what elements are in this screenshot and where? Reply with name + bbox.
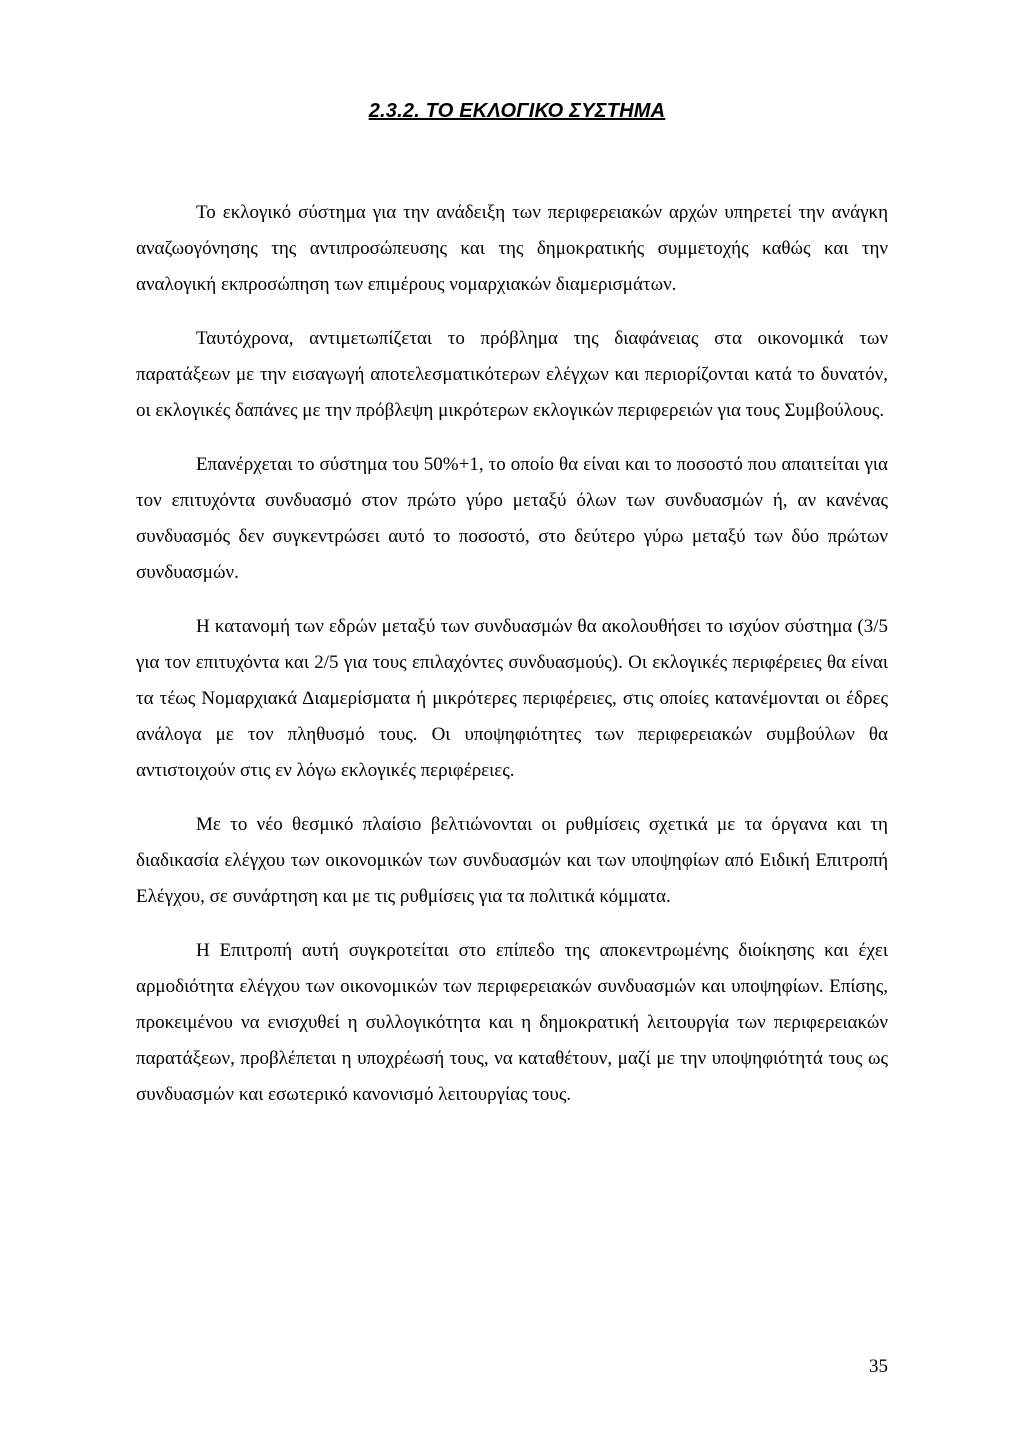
paragraph: Η κατανομή των εδρών μεταξύ των συνδυασμών θα ακολουθήσει το ισχύον σύστημα (3/5 για τον επιτυχόντα και 2/5 για τους επιλαχόντες συνδυασμούς). Οι εκλογικές περιφέρειες θα είναι τα τέως Νομαρχιακά Διαμερίσματα ή μικρότερες περιφέρειες, στις οποίες κατανέμονται οι έδρες ανάλογα με τον πληθυσμό τους. Οι υποψηφιότητες των περιφερειακών συμβούλων θα αντιστοιχούν στις εν λόγω εκλογικές περιφέρειες.: [136, 616, 888, 781]
paragraph: Το εκλογικό σύστημα για την ανάδειξη των περιφερειακών αρχών υπηρετεί την ανάγκη αναζωογόνησης της αντιπροσώπευσης και της δημοκρατικής συμμετοχής καθώς και την αναλογική εκπροσώπηση των επιμέρους νομαρχιακών διαμερισμάτων.: [136, 202, 888, 295]
page-content: [136, 100, 888, 1131]
paragraph: Επανέρχεται το σύστημα του 50%+1, το οποίο θα είναι και το ποσοστό που απαιτείται για τον επιτυχόντα συνδυασμό στον πρώτο γύρο μεταξύ όλων των συνδυασμών ή, αν κανένας συνδυασμός δεν συγκεντρώσει αυτό το ποσοστό, στο δεύτερο γύρω μεταξύ των δύο πρώτων συνδυασμών.: [136, 454, 888, 583]
paragraph: Με το νέο θεσμικό πλαίσιο βελτιώνονται οι ρυθμίσεις σχετικά με τα όργανα και τη διαδικασία ελέγχου των οικονομικών των συνδυασμών και των υποψηφίων από Ειδική Επιτροπή Ελέγχου, σε συνάρτηση και με τις ρυθμίσεις για τα πολιτικά κόμματα.: [136, 814, 888, 907]
section-heading: 2.3.2. ΤΟ ΕΚΛΟΓΙΚΟ ΣΥΣΤΗΜΑ: [368, 100, 666, 122]
paragraph: Ταυτόχρονα, αντιμετωπίζεται το πρόβλημα της διαφάνειας στα οικονομικά των παρατάξεων με την εισαγωγή αποτελεσματικότερων ελέγχων και περιορίζονται κατά το δυνατόν, οι εκλογικές δαπάνες με την πρόβλεψη μικρότερων εκλογικών περιφερειών για τους Συμβούλους.: [136, 328, 888, 421]
paragraph: Η Επιτροπή αυτή συγκροτείται στο επίπεδο της αποκεντρωμένης διοίκησης και έχει αρμοδιότητα ελέγχου των οικονομικών των περιφερειακών συνδυασμών και υποψηφίων. Επίσης, προκειμένου να ενισχυθεί η συλλογικότητα και η δημοκρατική λειτουργία των περιφερειακών παρατάξεων, προβλέπεται η υποχρέωσή τους, να καταθέτουν, μαζί με την υποψηφιότητά τους ως συνδυασμών και εσωτερικό κανονισμό λειτουργίας τους.: [136, 940, 888, 1105]
page-number: 35: [869, 1356, 888, 1377]
